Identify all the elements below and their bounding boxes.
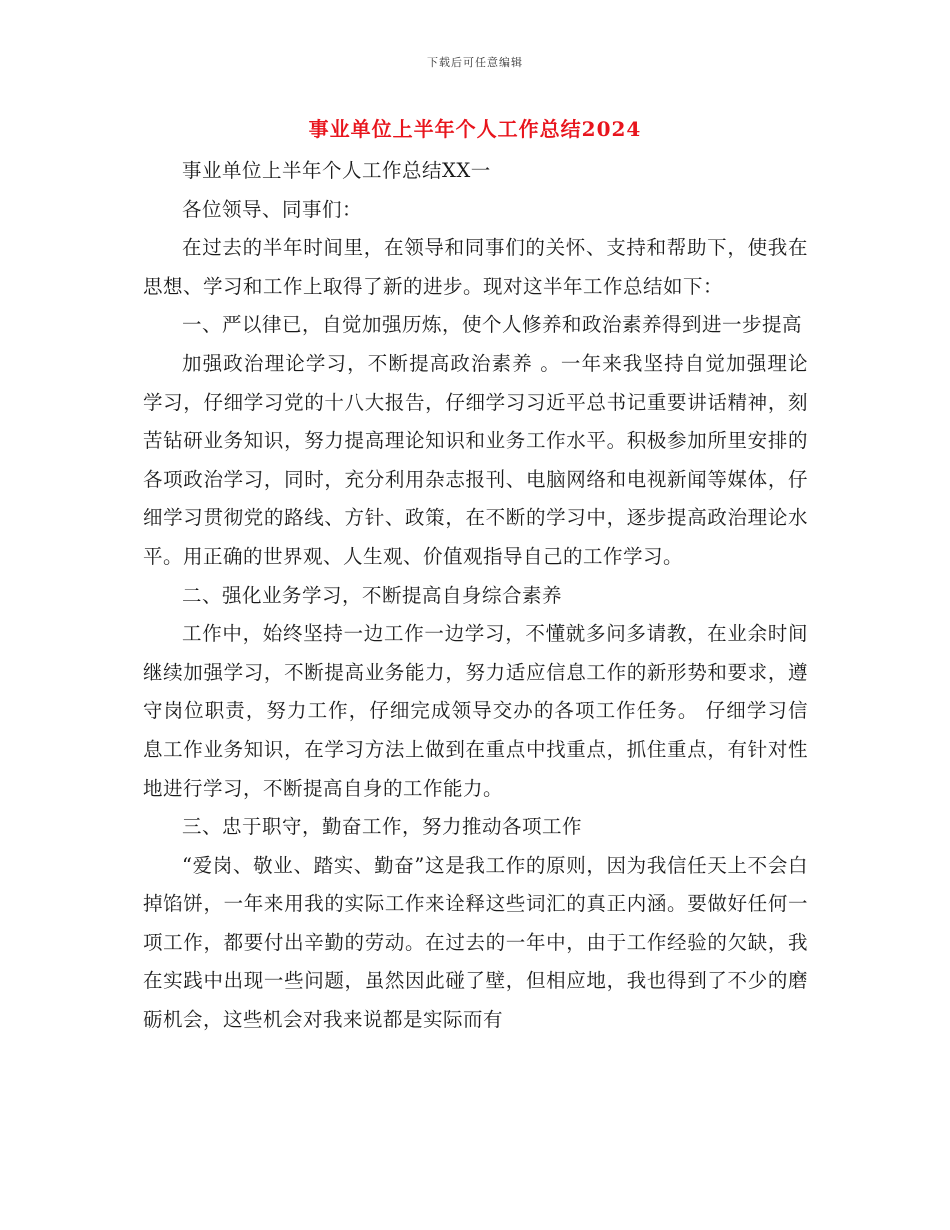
- section-heading-2: 二、强化业务学习，不断提高自身综合素养: [182, 583, 563, 607]
- section-heading-1: 一、严以律已，自觉加强历炼，使个人修养和政治素养得到进一步提高: [182, 313, 803, 337]
- salutation-paragraph: 各位领导、同事们：: [182, 197, 363, 221]
- document-title: 事业单位上半年个人工作总结2024: [308, 117, 642, 141]
- intro-paragraph: 在过去的半年时间里，在领导和同事们的关怀、支持和帮助下，使我在思想、学习和工作上取得了新的进步。现对这半年工作总结如下：: [143, 236, 808, 298]
- section-heading-3: 三、忠于职守，勤奋工作，努力推动各项工作: [182, 815, 583, 839]
- subtitle-paragraph: 事业单位上半年个人工作总结XX一: [182, 159, 491, 182]
- document-body: [143, 152, 808, 1040]
- body-paragraph: “爱岗、敬业、踏实、勤奋”这是我工作的原则，因为我信任天上不会白掉馅饼，一年来用我的实际工作来诠释这些词汇的真正内涵。要做好任何一项工作，都要付出辛勤的劳动。在过去的一年中，由于工作经验的欠缺，我在实践中出现一些问题，虽然因此碰了壁，但相应地，我也得到了不少的磨砺机会，这些机会对我来说都是实际而有: [143, 853, 808, 1032]
- body-paragraph: 工作中，始终坚持一边工作一边学习，不懂就多问多请教，在业余时间继续加强学习，不断提高业务能力，努力适应信息工作的新形势和要求，遵守岗位职责，努力工作，仔细完成领导交办的各项工作任务。 仔细学习信息工作业务知识，在学习方法上做到在重点中找重点，抓住重点，有针对性地进行学习，不断提高自身的工作能力。: [143, 622, 808, 800]
- header-note: 下载后可任意编辑: [427, 56, 523, 69]
- body-paragraph: 加强政治理论学习，不断提高政治素养 。一年来我坚持自觉加强理论学习，仔细学习党的十八大报告，仔细学习习近平总书记重要讲话精神，刻苦钻研业务知识，努力提高理论知识和业务工作水平。积极参加所里安排的各项政治学习，同时，充分利用杂志报刊、电脑网络和电视新闻等媒体，仔细学习贯彻党的路线、方针、政策，在不断的学习中，逐步提高政治理论水平。用正确的世界观、人生观、价值观指导自己的工作学习。: [143, 351, 808, 568]
